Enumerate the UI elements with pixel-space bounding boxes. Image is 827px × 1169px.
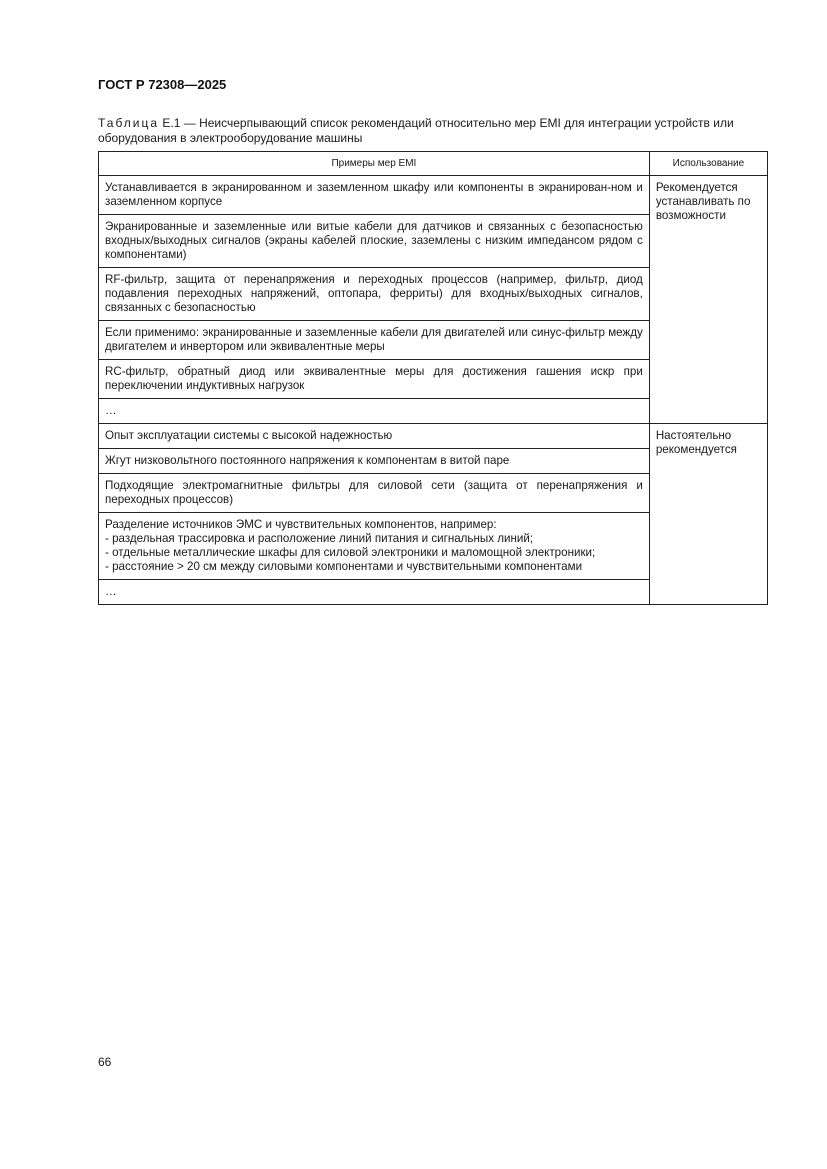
measure-cell-ellipsis: …	[99, 580, 650, 605]
document-header: ГОСТ Р 72308—2025	[98, 77, 227, 92]
table-header-row	[99, 152, 768, 176]
emi-measures-table	[98, 151, 768, 605]
usage-cell-strongly-recommended: Настоятельно рекомендуется	[649, 424, 767, 605]
header-usage: Использование	[649, 152, 767, 176]
table-container	[98, 151, 768, 605]
page-number: 66	[98, 1055, 112, 1069]
measure-cell-ellipsis: …	[99, 399, 650, 424]
measure-cell: Опыт эксплуатации системы с высокой надежностью	[99, 424, 650, 449]
measure-cell: Жгут низковольтного постоянного напряжения к компонентам в витой паре	[99, 449, 650, 474]
measure-cell-list: Разделение источников ЭМС и чувствительных компонентов, например: - раздельная трассировка и расположение линий питания и сигнальных линий; - отдельные металлические шкафы для силовой электроники и маломощной электроники; - расстояние > 20 см между силовыми компонентами и чувствительными компонентами	[99, 513, 650, 580]
table-caption	[98, 116, 770, 146]
usage-cell-recommended: Рекомендуется устанавливать по возможности	[649, 176, 767, 424]
header-measures: Примеры мер EMI	[99, 152, 650, 176]
caption-label: Таблица	[98, 116, 160, 130]
table-row	[99, 176, 768, 215]
measure-cell: Если применимо: экранированные и заземленные кабели для двигателей или синус-фильтр между двигателем и инвертором или эквивалентные меры	[99, 321, 650, 360]
table-row	[99, 424, 768, 449]
measure-cell: RC-фильтр, обратный диод или эквивалентные меры для достижения гашения искр при переключении индуктивных нагрузок	[99, 360, 650, 399]
caption-text: Е.1 — Неисчерпывающий список рекомендаций относительно мер EMI для интеграции устройств или оборудования в электрооборудование машины	[98, 116, 734, 145]
measure-cell: Устанавливается в экранированном и заземленном шкафу или компоненты в экранирован-ном и заземленном корпусе	[99, 176, 650, 215]
measure-cell: Подходящие электромагнитные фильтры для силовой сети (защита от перенапряжения и переходных процессов)	[99, 474, 650, 513]
measure-cell: RF-фильтр, защита от перенапряжения и переходных процессов (например, фильтр, диод подавления переходных напряжений, оптопара, ферриты) для входных/выходных сигналов, связанных с безопасностью	[99, 268, 650, 321]
measure-cell: Экранированные и заземленные или витые кабели для датчиков и связанных с безопасностью входных/выходных сигналов (экраны кабелей плоские, заземлены с низким импедансом рядом с компонентами)	[99, 215, 650, 268]
